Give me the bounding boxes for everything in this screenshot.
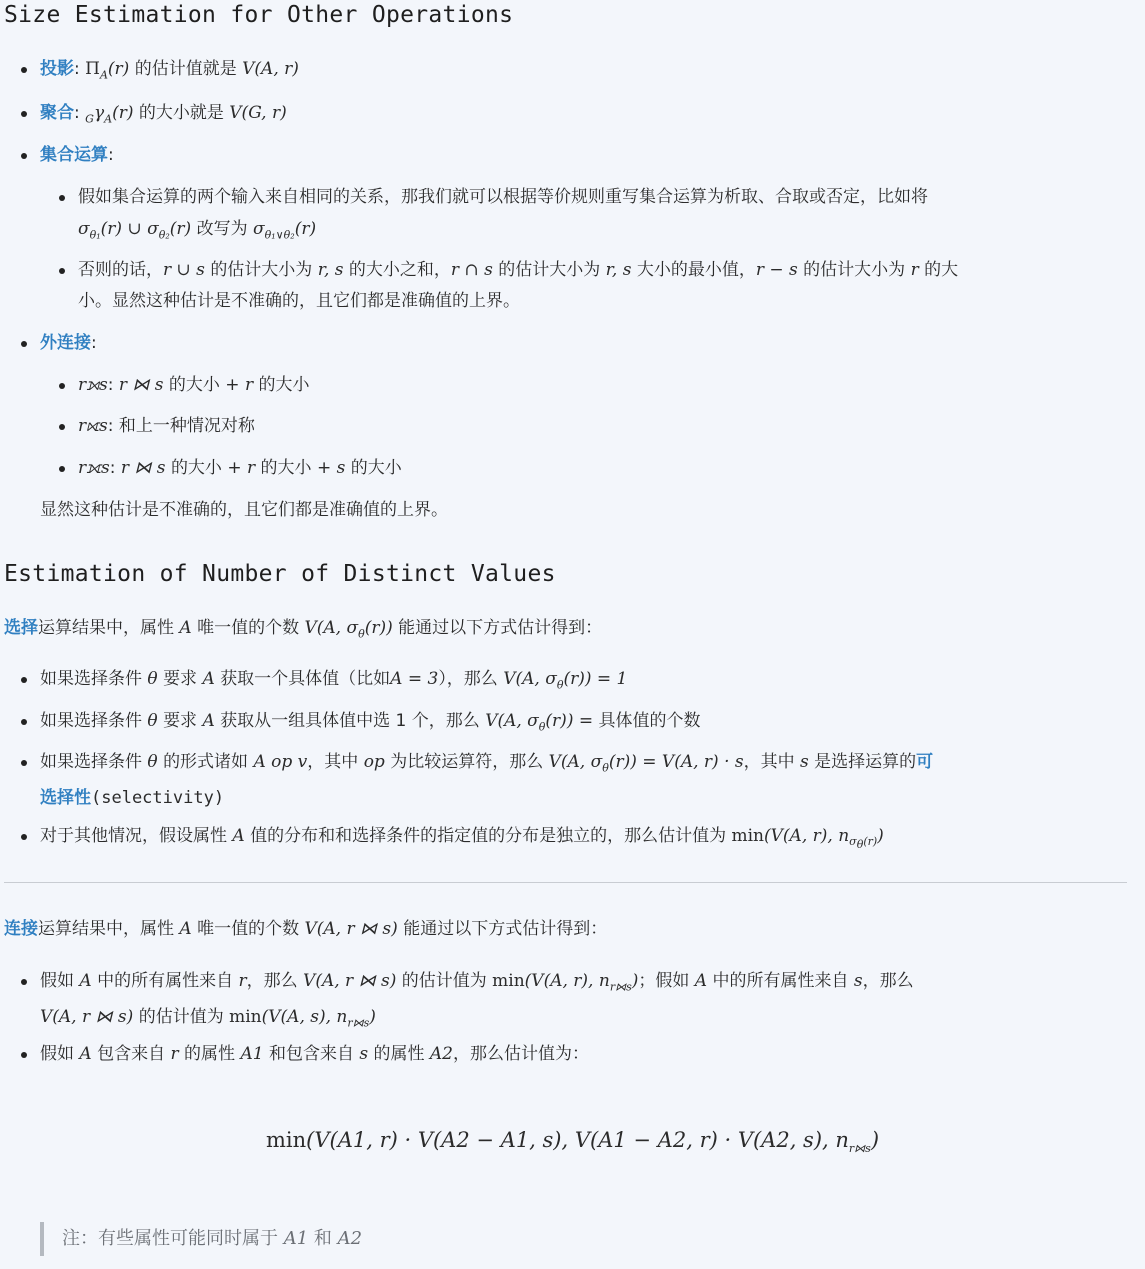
list-item-selection-other: 对于其他情况，假设属性 A 值的分布和和选择条件的指定值的分布是独立的，那么估计值为 min(V(A, r), $n_{\sigma_\theta(r)}$) — [40, 821, 884, 861]
outer-join-label: 外连接 — [40, 333, 91, 353]
set-operations-label: 集合运算 — [40, 145, 108, 165]
math-projection: $\Pi_A(r)$ — [85, 59, 130, 82]
list-item-selection-value-set: 如果选择条件 θ 要求 A 获取从一组具体值中选 1 个，那么 V(A, $\sigma_\theta(r)$) = 具体值的个数 — [40, 706, 701, 742]
list-item-set-operations: 集合运算: — [40, 140, 114, 171]
math-aggregation: $_G\gamma_A(r)$ — [85, 103, 134, 126]
list-item-join-single-source: 假如 A 中的所有属性来自 r，那么 V(A, r ⋈ s) 的估计值为 min(V(A, r), $n_{r⋈s}$)；假如 A 中的所有属性来自 s，那么 V(A, r ⋈ s) 的估计值为 min(V(A, s), $n_{r⋈s}$) — [40, 966, 1115, 1039]
list-item-selection-comparison: 如果选择条件 θ 的形式诸如 A op v，其中 op 为比较运算符，那么 V(A, $\sigma_\theta(r)) = V(A$, r) · s，其中 s 是选择运算的可 选择性(selectivity) — [40, 747, 1115, 814]
horizontal-divider — [4, 882, 1127, 883]
list-item-join-mixed-source: 假如 A 包含来自 r 的属性 A1 和包含来自 s 的属性 A2，那么估计值为： — [40, 1039, 589, 1070]
display-formula: min(V(A1, r) · V(A2 − A1, s), V(A1 − A2, r) · V(A2, s), $n_{r⋈s}$) — [265, 1128, 880, 1156]
selectivity-link-part2: 选择性 — [40, 788, 91, 809]
section-heading-size-estimation: Size Estimation for Other Operations — [4, 2, 514, 28]
list-item-aggregation: 聚合: $_G\gamma_A(r)$ 的大小就是 V(G, r) — [40, 98, 287, 134]
list-item-outer-join: 外连接: — [40, 328, 97, 359]
note-blockquote: 注：有些属性可能同时属于 A1 和 A2 — [40, 1222, 362, 1256]
paragraph-conclusion: 显然这种估计是不准确的，且它们都是准确值的上界。 — [40, 500, 448, 520]
list-item-projection: 投影: $\Pi_A(r)$ 的估计值就是 V(A, r) — [40, 54, 299, 90]
section-heading-distinct-values: Estimation of Number of Distinct Values — [4, 561, 556, 587]
list-item-left-outer-join: r⟕s: r ⋈ s 的大小 + r 的大小 — [78, 370, 310, 401]
paragraph-join-intro: 连接运算结果中，属性 A 唯一值的个数 V(A, r ⋈ s) 能通过以下方式估计得到： — [4, 919, 608, 939]
list-item-right-outer-join: r⟖s: 和上一种情况对称 — [78, 411, 255, 442]
list-item-selection-single-value: 如果选择条件 θ 要求 A 获取一个具体值（比如A = 3），那么 V(A, $\sigma_\theta(r)) = 1$ — [40, 664, 627, 700]
join-label: 连接 — [4, 919, 38, 939]
aggregation-label: 聚合 — [40, 103, 74, 123]
list-item-full-outer-join: r⟗s: r ⋈ s 的大小 + r 的大小 + s 的大小 — [78, 453, 402, 484]
projection-label: 投影 — [40, 59, 74, 79]
selection-label: 选择 — [4, 618, 38, 638]
list-item-set-ops-otherwise: 否则的话，r ∪ s 的估计大小为 r, s 的大小之和，r ∩ s 的估计大小为 r, s 大小的最小值，r − s 的估计大小为 r 的大 小。显然这种估计是不准确的，且它们都是准确值的上界。 — [78, 255, 1118, 317]
list-item-set-ops-rewrite: 假如集合运算的两个输入来自相同的关系，那我们就可以根据等价规则重写集合运算为析取、合取或否定，比如将 $\sigma_{\theta_1}(r)$ ∪ $\sigma_{\theta_2}(r)$ 改写为 $\sigma_{\theta_1\vee\theta_2}(r)$ — [78, 182, 928, 250]
selectivity-link-part1: 可 — [916, 752, 934, 772]
paragraph-selection-intro: 选择运算结果中，属性 A 唯一值的个数 V(A, $\sigma_\theta(r)$) 能通过以下方式估计得到： — [4, 618, 603, 641]
